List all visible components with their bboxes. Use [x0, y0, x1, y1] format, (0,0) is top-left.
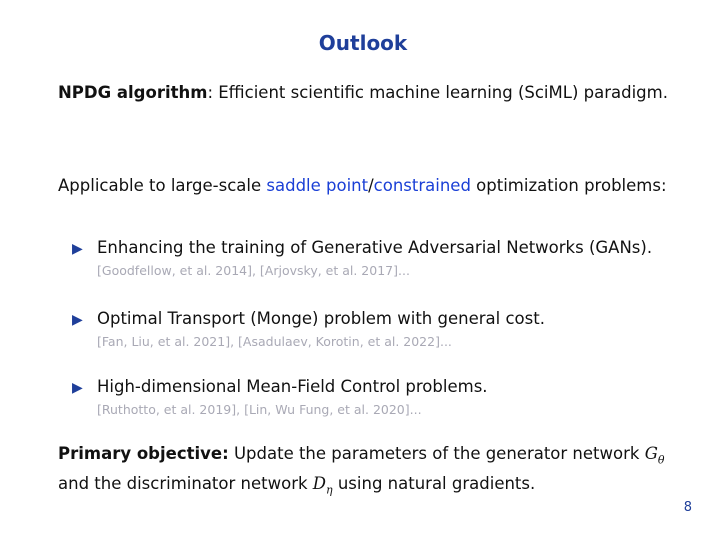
- page-number: 8: [683, 500, 692, 515]
- objective-text: and the discriminator network: [58, 474, 313, 494]
- applicable-suffix: optimization problems:: [470, 176, 667, 195]
- bullet-reference: [Ruthotto, et al. 2019], [Lin, Wu Fung, et al. 2020]...: [97, 402, 422, 417]
- triangle-right-icon: ▶: [72, 312, 83, 328]
- bullet-text: High-dimensional Mean-Field Control problems.: [97, 377, 488, 396]
- term-separator: /: [368, 176, 374, 195]
- applicable-paragraph: [58, 174, 688, 198]
- objective-label: Primary objective:: [58, 444, 229, 463]
- bullet-item-gans: [72, 236, 692, 281]
- npdg-paragraph: [58, 81, 688, 105]
- bullet-text: Optimal Transport (Monge) problem with general cost.: [97, 309, 545, 328]
- discriminator-symbol: $D_\eta$: [312, 474, 333, 497]
- bullet-reference: [Fan, Liu, et al. 2021], [Asadulaev, Korotin, et al. 2022]...: [97, 334, 452, 349]
- objective-text: using natural gradients.: [332, 474, 536, 494]
- bullet-item-mean-field-control: [72, 375, 692, 420]
- triangle-right-icon: ▶: [72, 241, 83, 257]
- objective-paragraph: [58, 442, 688, 503]
- applicable-prefix: Applicable to large-scale: [58, 176, 267, 195]
- npdg-label: NPDG algorithm: [58, 83, 208, 102]
- bullet-reference: [Goodfellow, et al. 2014], [Arjovsky, et al. 2017]...: [97, 263, 410, 278]
- npdg-text: : Efficient scientific machine learning (SciML) paradigm.: [207, 83, 668, 102]
- objective-text: Update the parameters of the generator network: [228, 444, 645, 463]
- bullet-item-optimal-transport: [72, 307, 692, 352]
- bullet-text: Enhancing the training of Generative Adversarial Networks (GANs).: [97, 238, 653, 257]
- saddle-point-term: saddle point: [266, 176, 369, 195]
- constrained-term: constrained: [373, 176, 471, 195]
- slide-title: Outlook: [318, 31, 408, 55]
- generator-symbol: $G_\theta$: [644, 444, 665, 467]
- triangle-right-icon: ▶: [72, 380, 83, 396]
